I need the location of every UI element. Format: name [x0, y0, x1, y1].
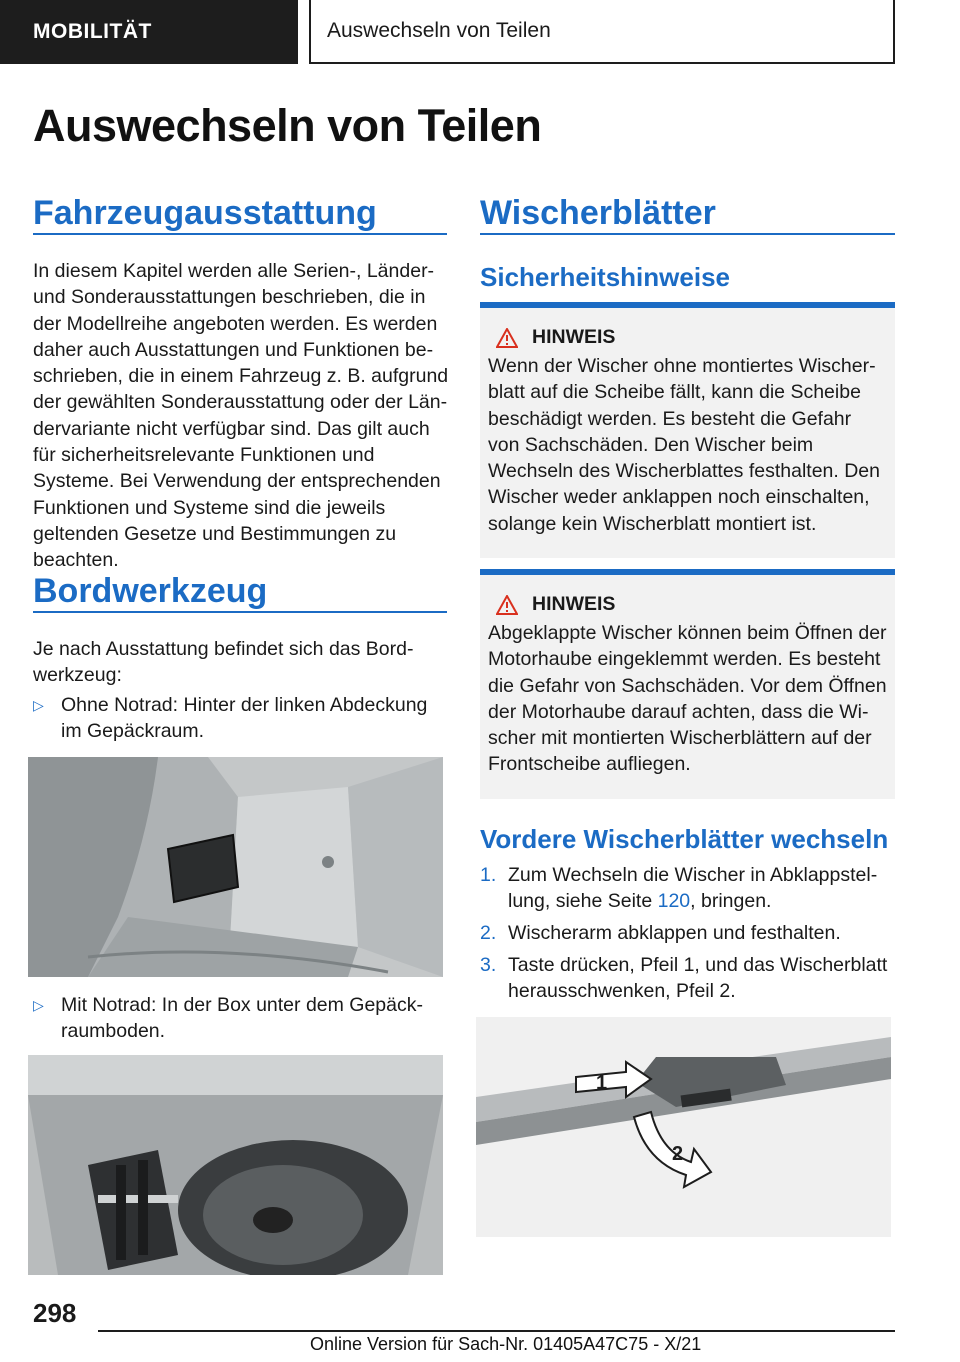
step-text [508, 862, 890, 915]
step-item [480, 952, 890, 1005]
step-number: 1. [480, 864, 497, 886]
step-text: Wischerarm abklappen und festhalten. [508, 922, 841, 944]
wiper-drawing [476, 1017, 891, 1237]
warning-triangle-icon [496, 595, 518, 615]
page-link[interactable]: 120 [657, 890, 691, 913]
notice-box [480, 302, 895, 558]
heading-rule [33, 611, 447, 613]
step-item [480, 920, 890, 946]
notice-text: Abgeklappte Wischer können beim Öffnen der Motorhaube eingeklemmt werden. Es besteht die Gefahr von Sachschäden. Vor dem Öffnen der Motorhaube darauf achten, dass die Wischer mit montierten Wischerblättern auf der Frontscheibe aufliegen. [488, 622, 887, 776]
section-tab [0, 0, 298, 64]
step-item [480, 862, 890, 915]
arrow-1-label: 1 [596, 1072, 608, 1094]
step-text-part: , bringen. [690, 890, 772, 913]
step-number: 3. [480, 954, 497, 976]
trunk-illustration [28, 757, 443, 977]
notice-box [480, 569, 895, 799]
notice-header [488, 593, 887, 616]
heading-front-wipers: Vordere Wischerblätter wechseln [480, 824, 889, 854]
wiper-illustration [476, 1017, 891, 1237]
notice-text: Wenn der Wischer ohne montiertes Wischerblatt auf die Scheibe fällt, kann die Scheibe beschädigt werden. Es besteht die Gefahr von Sachschäden. Den Wischer beim Wechseln des Wischerblattes festhalten. Den Wischer weder anklappen noch einschalten, solange kein Wischerblatt montiert ist. [488, 355, 880, 535]
triangle-right-icon: ▷ [33, 697, 44, 713]
warning-triangle-icon [496, 328, 518, 348]
trunk-photo [28, 757, 443, 977]
notice-label: HINWEIS [532, 593, 616, 615]
footer-rule [98, 1330, 895, 1332]
step-text-part: Zum Wechseln die Wischer in Abklappstellung, siehe Seite [508, 864, 878, 913]
chapter-label: Auswechseln von Teilen [327, 19, 551, 42]
heading-rule [33, 233, 447, 235]
page-number: 298 [33, 1298, 77, 1328]
spare-wheel-illustration [28, 1055, 443, 1275]
list-item [33, 992, 433, 1045]
list-item-text: Mit Notrad: In der Box unter dem Gepäckraumboden. [61, 994, 423, 1043]
spare-wheel-photo [28, 1055, 443, 1275]
heading-equipment: Fahrzeugausstattung [33, 194, 377, 232]
triangle-right-icon: ▷ [33, 997, 44, 1013]
notice-header [488, 326, 887, 349]
chapter-tab [309, 0, 895, 64]
heading-safety: Sicherheitshinweise [480, 262, 730, 292]
tools-intro: Je nach Ausstattung befindet sich das Bordwerkzeug: [33, 638, 414, 687]
footer-version: Online Version für Sach-Nr. 01405A47C75 - X/21 [310, 1334, 702, 1354]
heading-wipers: Wischerblätter [480, 194, 716, 232]
list-item [33, 692, 433, 745]
step-text: Taste drücken, Pfeil 1, und das Wischerblatt herausschwenken, Pfeil 2. [508, 954, 888, 1003]
list-item-text: Ohne Notrad: Hinter der linken Abdeckung im Gepäckraum. [61, 694, 428, 743]
notice-label: HINWEIS [532, 326, 616, 348]
equipment-text: In diesem Kapitel werden alle Serien-, Länder- und Sonderausstattungen beschrieben, die in der Modellreihe angeboten werden. Es werden daher auch Ausstattungen und Funktionen beschrieben, die in einem Fahrzeug z. B. aufgrund der gewählten Sonderausstattung oder der Ländervariante nicht verfügbar sind. Das gilt auch für sicherheitsrelevante Funktionen und Systeme. Bei Verwendung der entsprechenden Funktionen und Systeme sind die jeweils geltenden Gesetze und Bestimmungen zu beachten. [33, 260, 449, 572]
arrow-2-label: 2 [672, 1143, 684, 1165]
heading-rule [480, 233, 895, 235]
page-title: Auswechseln von Teilen [33, 100, 542, 151]
section-label: MOBILITÄT [33, 20, 152, 43]
step-number: 2. [480, 922, 497, 944]
heading-tools: Bordwerkzeug [33, 572, 268, 610]
